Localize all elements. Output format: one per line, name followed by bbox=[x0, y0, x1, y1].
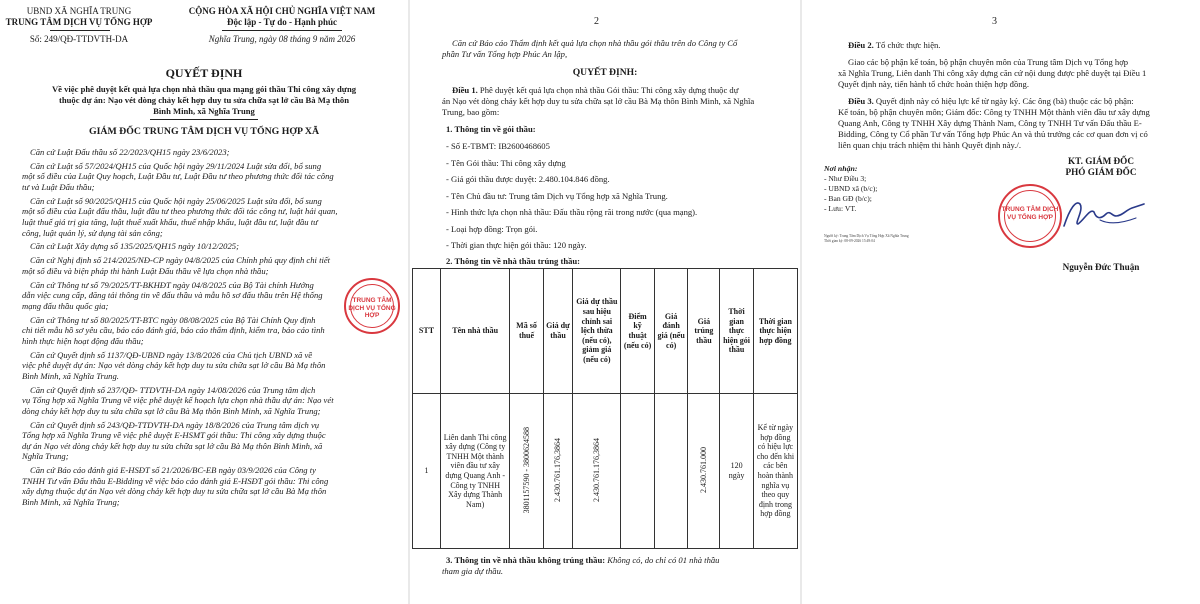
legal-basis-line: Căn cứ Quyết định số 1137/QĐ-UBND ngày 13/8/2026 của Chủ tịch UBND xã về bbox=[30, 349, 313, 360]
article-1-label: Điều 1. bbox=[452, 85, 478, 95]
table-header-row bbox=[413, 269, 798, 394]
article-2-line-2: xã Nghĩa Trung, Liên danh Thi công xây dựng căn cứ nội dung được phê duyệt tại Điều 1 bbox=[838, 68, 1147, 78]
article-3-line-1 bbox=[848, 96, 1193, 107]
package-info-item: - Hình thức lựa chọn nhà thầu: Đấu thầu rộng rãi trong nước (qua mạng). bbox=[446, 207, 698, 217]
cell-corrected-price bbox=[573, 394, 621, 549]
motto-rule bbox=[222, 30, 342, 31]
article-3-label: Điều 3. bbox=[848, 96, 874, 106]
doc-title: QUYẾT ĐỊNH bbox=[165, 66, 243, 80]
legal-basis-line: luật thuế giá trị gia tăng, luật thuế xuất khẩu, thuế nhập khẩu, luật đầu tư, luật đầu tư bbox=[22, 217, 318, 227]
sign-title-2: PHÓ GIÁM ĐỐC bbox=[1065, 167, 1137, 177]
place-date: Nghĩa Trung, ngày 08 tháng 9 năm 2026 bbox=[208, 34, 356, 44]
legal-basis-line: TNHH Tư vấn Đấu thầu E-Bidding về việc báo cáo đánh giá E-HSĐT gói thầu: Thi công bbox=[22, 475, 329, 486]
legal-basis-line: vụ Tổng hợp xã Nghĩa Trung về việc phê duyệt kế hoạch lựa chọn nhà thầu dự án: Nạo vét bbox=[22, 395, 334, 406]
recipients-title: Nơi nhận: bbox=[824, 164, 858, 173]
article-3-line-2: Kế toán, bộ phận chuyên môn; Giám đốc: Công ty TNHH Một thành viên đầu tư xây dựng bbox=[838, 107, 1150, 117]
recipient-item: - Như Điều 3; bbox=[824, 174, 867, 183]
legal-basis-line: tư và Luật Đấu thầu; bbox=[22, 182, 95, 192]
winning-bidder-table bbox=[412, 268, 798, 549]
signer-name: Nguyễn Đức Thuận bbox=[1062, 262, 1140, 272]
article-2-line-1: Giao các bộ phận kế toán, bộ phận chuyên môn của Trung tâm Dịch vụ Tổng hợp bbox=[848, 57, 1129, 67]
legal-basis-line: Căn cứ Luật số 90/2025/QH15 của Quốc hội ngày 25/06/2025 Luật sửa đổi, bổ sung bbox=[30, 195, 322, 206]
header-rule bbox=[50, 30, 110, 31]
cell-name: Liên danh Thi công xây dựng (Công ty TNHH Một thành viên đầu tư xây dựng Quang Anh - Công ty TNHH Xây dựng Thành Nam) bbox=[440, 394, 509, 549]
cell-win-price bbox=[688, 394, 720, 549]
issuing-authority: GIÁM ĐỐC TRUNG TÂM DỊCH VỤ TỔNG HỢP XÃ bbox=[88, 126, 320, 137]
col-eval-price: Giá đánh giá (nếu có) bbox=[654, 269, 688, 394]
package-info-item: - Giá gói thầu được duyệt: 2.480.104.846 đồng. bbox=[446, 174, 610, 184]
legal-basis-line: Căn cứ Luật số 57/2024/QH15 của Quốc hội ngày 29/11/2024 Luật sửa đổi, bổ sung bbox=[30, 160, 322, 171]
section-3-line-1 bbox=[446, 555, 796, 566]
legal-basis-line: Bình Minh, xã Nghĩa Trung. bbox=[22, 370, 119, 381]
legal-basis-line: xây dựng thuộc dự án Nạo vét dòng chảy kết hợp duy tu sửa chữa sạt lở cầu Bà Mạ thôn bbox=[22, 486, 327, 497]
nation-title: CỘNG HÒA XÃ HỘI CHỦ NGHĨA VIỆT NAM bbox=[188, 6, 376, 16]
document-page-3 bbox=[802, 0, 1200, 604]
section-2-title: 2. Thông tin về nhà thầu trúng thầu: bbox=[446, 256, 581, 266]
article-2-heading bbox=[848, 40, 1188, 51]
intro-line-1: Căn cứ Báo cáo Thẩm định kết quả lựa chọn nhà thầu gói thầu trên do Công ty Cổ bbox=[452, 38, 738, 48]
legal-basis-line: Căn cứ Báo cáo đánh giá E-HSĐT số 21/2026/BC-EB ngày 03/9/2026 của Công ty bbox=[30, 465, 316, 476]
col-duration: Thời gian thực hiện gói thầu bbox=[720, 269, 753, 394]
seal-text: TRUNG TÂM DỊCH VỤ TỔNG HỢP bbox=[348, 297, 396, 319]
package-info-item: - Thời gian thực hiện gói thầu: 120 ngày. bbox=[446, 240, 587, 250]
article-2-label: Điều 2. bbox=[848, 40, 874, 50]
legal-basis-line: dẫn việc cung cấp, đăng tải thông tin về đấu thầu và mẫu hồ sơ đấu thầu trên Hệ thống bbox=[22, 290, 323, 301]
doc-number: Số: 249/QĐ-TTDVTH-DA bbox=[29, 34, 129, 44]
legal-basis-line: Căn cứ Nghị định số 214/2025/NĐ-CP ngày 04/8/2025 của Chính phủ quy định chi tiết bbox=[30, 255, 331, 266]
cell-bid-price-text: 2.430.761.176,3864 bbox=[553, 437, 563, 502]
legal-basis-line: một số điều và biện pháp thi hành Luật Đấu thầu về lựa chọn nhà thầu; bbox=[22, 265, 269, 276]
package-info-item: - Tên Chủ đầu tư: Trung tâm Dịch vụ Tổng hợp xã Nghĩa Trung. bbox=[446, 190, 668, 201]
legal-basis-line: mạng đấu thầu quốc gia; bbox=[22, 300, 109, 311]
cell-win-price-text: 2.430.761.000 bbox=[699, 446, 709, 493]
article-1-text: Phê duyệt kết quả lựa chọn nhà thầu Gói thầu: Thi công xây dựng thuộc dự bbox=[477, 85, 739, 95]
col-corrected-price: Giá dự thầu sau hiệu chỉnh sai lệch thừa (nếu có), giảm giá (nếu có) bbox=[573, 269, 621, 394]
legal-basis-line: Căn cứ Thông tư số 79/2025/TT-BKHĐT ngày 04/8/2025 của Bộ Tài chính Hướng bbox=[30, 279, 314, 290]
section-3-text: Không có, do chỉ có 01 nhà thầu bbox=[605, 555, 720, 565]
table-row bbox=[413, 394, 798, 549]
col-stt: STT bbox=[413, 269, 441, 394]
seal-text: TRUNG TÂM DỊCH VỤ TỔNG HỢP bbox=[1001, 206, 1059, 221]
cell-bid-price bbox=[543, 394, 573, 549]
agency-name: UBND XÃ NGHĨA TRUNG bbox=[26, 6, 132, 16]
agency-unit: TRUNG TÂM DỊCH VỤ TỔNG HỢP bbox=[5, 17, 153, 27]
cell-contract-time: Kể từ ngày hợp đồng có hiệu lực cho đến khi các bên hoàn thành nghĩa vụ theo quy định trong hợp đồng bbox=[753, 394, 797, 549]
subject-line-3: Bình Minh, xã Nghĩa Trung bbox=[153, 106, 255, 116]
col-name: Tên nhà thầu bbox=[440, 269, 509, 394]
nation-motto: Độc lập - Tự do - Hạnh phúc bbox=[226, 17, 337, 27]
article-3-line-3: Quang Anh, Công ty TNHH Xây dựng Thành Nam, Công ty TNHH Tư vấn Đấu thầu E- bbox=[838, 118, 1142, 128]
subject-rule bbox=[150, 119, 258, 120]
legal-basis-line: Tổng hợp xã Nghĩa Trung về việc phê duyệt E-HSMT gói thầu: Thi công xây dựng thuộc bbox=[22, 430, 326, 441]
legal-basis-line: hình thực hiện hoạt động đấu thầu; bbox=[22, 335, 144, 346]
legal-basis-line: Bình Minh, xã Nghĩa Trung; bbox=[22, 497, 120, 507]
page-number: 2 bbox=[594, 16, 599, 27]
legal-basis-line: Căn cứ Quyết định số 237/QĐ- TTDVTH-DA ngày 14/08/2026 của Trung tâm dịch bbox=[30, 384, 316, 395]
intro-line-2: phần Tư vấn Tổng hợp Phúc An lập, bbox=[442, 49, 568, 59]
legal-basis-line: Nghĩa Trung; bbox=[22, 451, 69, 462]
package-info-item: - Tên Gói thầu: Thi công xây dựng bbox=[446, 157, 566, 168]
document-page-1 bbox=[0, 0, 408, 604]
cell-tech-score bbox=[621, 394, 655, 549]
digital-signature-line-2: Thời gian ký: 08-09-2026 15:49:04 bbox=[824, 239, 875, 243]
signature-icon bbox=[1060, 190, 1150, 240]
legal-basis-line: Căn cứ Quyết định số 243/QĐ-TTDVTH-DA ngày 18/8/2026 của Trung tâm dịch vụ bbox=[30, 419, 320, 430]
cell-taxid-text: 3801157590 - 3800624588 bbox=[521, 426, 531, 513]
article-3-text: Quyết định này có hiệu lực kể từ ngày ký. Các ông (bà) thuộc các bộ phận: bbox=[873, 96, 1134, 106]
col-contract-time: Thời gian thực hiện hợp đồng bbox=[753, 269, 797, 394]
decide-heading: QUYẾT ĐỊNH: bbox=[572, 67, 638, 78]
legal-basis-line: chi tiết mẫu hồ sơ yêu cầu, báo cáo đánh giá, báo cáo thẩm định, kiểm tra, báo cáo tình bbox=[22, 325, 325, 336]
cell-stt: 1 bbox=[413, 394, 441, 549]
subject-line-1: Về việc phê duyệt kết quả lựa chọn nhà thầu qua mạng gói thầu Thi công xây dựng bbox=[51, 84, 357, 94]
document-page-2 bbox=[410, 0, 800, 604]
article-1-line-3: Trung, bao gồm: bbox=[442, 107, 500, 117]
digital-signature-line-1: Người ký: Trung Tâm Dịch Vụ Tổng Hợp Xã Nghĩa Trung bbox=[824, 234, 909, 238]
subject-line-2: thuộc dự án: Nạo vét dòng chảy kết hợp duy tu sửa chữa sạt lở cầu Bà Mạ thôn bbox=[58, 95, 349, 105]
legal-basis-line: công, luật quản lý, sử dụng tài sản công; bbox=[22, 227, 163, 238]
cell-duration: 120 ngày bbox=[720, 394, 753, 549]
package-info-item: - Số E-TBMT: IB2600468605 bbox=[446, 141, 550, 151]
legal-basis-line: Căn cứ Thông tư số 80/2025/TT-BTC ngày 08/08/2025 của Bộ Tài Chính Quy định bbox=[30, 314, 316, 325]
cell-eval-price bbox=[654, 394, 688, 549]
article-2-title: Tổ chức thực hiện. bbox=[873, 40, 941, 50]
recipient-item: - Ban GĐ (b/c); bbox=[824, 194, 872, 203]
col-win-price: Giá trúng thầu bbox=[688, 269, 720, 394]
legal-basis-line: một số điều của Luật Quy hoạch, Luật Đầu tư, Luật Đầu tư theo phương thức đối tác công bbox=[22, 171, 334, 182]
recipient-item: - UBND xã (b/c); bbox=[824, 184, 878, 193]
legal-basis-line: dự án Nạo vét dòng chảy kết hợp duy tu sửa chữa sạt lở cầu Bà Mạ thôn Bình Minh, xã bbox=[22, 440, 323, 451]
article-1-line-2: án Nạo vét dòng chảy kết hợp duy tu sửa chữa sạt lở cầu Bà Mạ thôn Bình Minh, xã Nghĩa bbox=[442, 96, 755, 106]
legal-basis-line: Căn cứ Luật Xây dựng số 135/2025/QH15 ngày 10/12/2025; bbox=[30, 241, 239, 252]
page-number: 3 bbox=[992, 16, 997, 27]
legal-basis-line: một số điều của Luật đấu thầu, luật đầu tư theo phương thức đối tác công tư, luật hải quan, bbox=[22, 206, 338, 217]
col-tech-score: Điểm kỹ thuật (nếu có) bbox=[621, 269, 655, 394]
col-taxid: Mã số thuế bbox=[510, 269, 543, 394]
official-seal-page1 bbox=[344, 278, 400, 334]
col-bid-price: Giá dự thầu bbox=[543, 269, 573, 394]
article-1-line-1 bbox=[452, 85, 797, 96]
section-1-title: 1. Thông tin về gói thầu: bbox=[446, 124, 536, 134]
section-3-title: 3. Thông tin về nhà thầu không trúng thầu: bbox=[446, 555, 606, 565]
legal-basis-line: Căn cứ Luật Đấu thầu số 22/2023/QH15 ngày 23/6/2023; bbox=[30, 147, 230, 157]
article-3-line-4: Bidding, Công ty Cổ phần Tư vấn Tổng hợp Phúc An và thủ trưởng các cơ quan đơn vị có bbox=[838, 129, 1148, 139]
recipient-item: - Lưu: VT. bbox=[824, 204, 857, 213]
legal-basis-line: dòng chảy kết hợp duy tu sửa chữa sạt lở cầu Bà Mạ thôn Bình Minh, xã Nghĩa Trung; bbox=[22, 405, 321, 416]
sign-title-1: KT. GIÁM ĐỐC bbox=[1068, 156, 1134, 166]
article-2-line-3: Quyết định này, tiến hành tổ chức hoàn thiện hợp đồng. bbox=[838, 79, 1029, 89]
article-3-line-5: liên quan chịu trách nhiệm thi hành Quyết định này./. bbox=[838, 140, 1021, 150]
cell-taxid bbox=[510, 394, 543, 549]
legal-basis-line: việc phê duyệt dự án: Nạo vét dòng chảy kết hợp duy tu sửa chữa sạt lở cầu Bà Mạ thôn bbox=[22, 360, 326, 371]
section-3-line-2: tham gia dự thầu. bbox=[442, 566, 504, 576]
cell-corrected-price-text: 2.430.761.176,3864 bbox=[592, 437, 602, 502]
package-info-item: - Loại hợp đồng: Trọn gói. bbox=[446, 223, 538, 234]
